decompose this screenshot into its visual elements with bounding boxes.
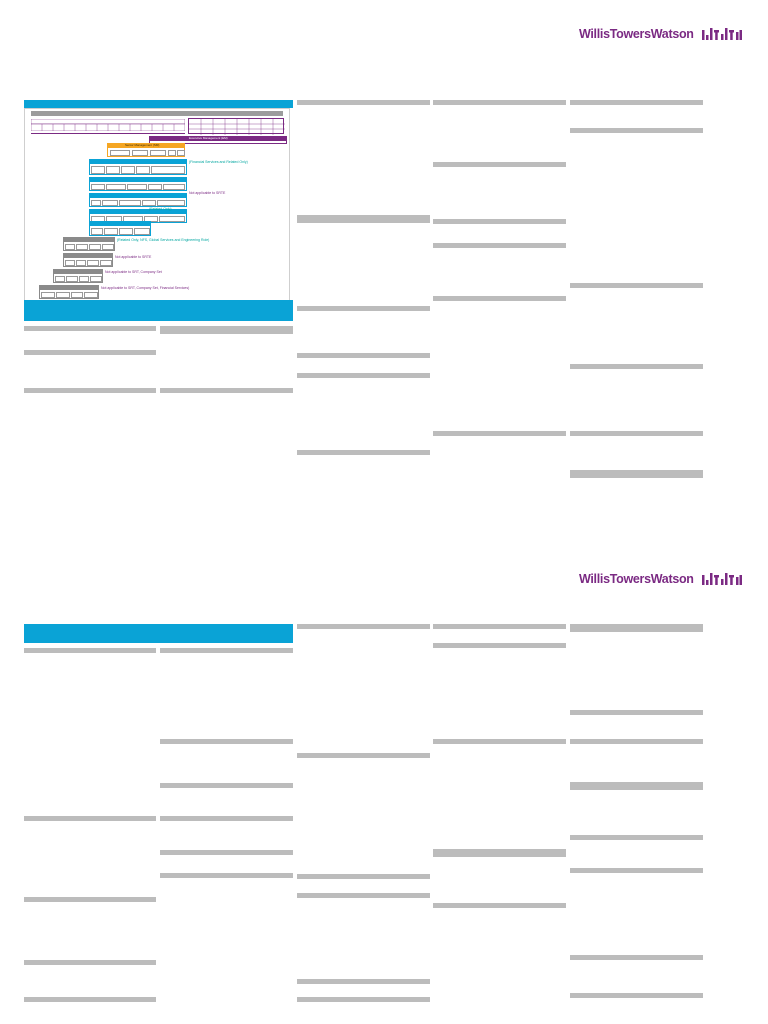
rel-note: (Related Only) bbox=[149, 207, 172, 211]
gray-box-3 bbox=[53, 273, 103, 283]
p2-c4-rule-4 bbox=[433, 903, 566, 908]
p2-c5-rule-3 bbox=[570, 835, 703, 840]
p1-c3-rule-5 bbox=[297, 450, 430, 455]
spec-cell-1 bbox=[91, 228, 103, 235]
mm-cell-2 bbox=[106, 166, 120, 174]
p1-c4-rule-6 bbox=[433, 431, 566, 436]
p2-c1-rule-3 bbox=[24, 897, 156, 902]
p2-c2-rule-2 bbox=[160, 739, 293, 744]
sm-cell-1 bbox=[110, 150, 130, 156]
pro-cell-1 bbox=[91, 184, 105, 190]
p1-c5-rule-3 bbox=[570, 283, 703, 288]
brand-wordmark-page2: WillisTowersWatson bbox=[579, 572, 694, 586]
mm-cell-3 bbox=[121, 166, 135, 174]
gray-box-4 bbox=[39, 289, 99, 299]
g4-cell-3 bbox=[71, 292, 83, 298]
p2-c1-rule-5 bbox=[24, 997, 156, 1002]
p1-c3-rule-4 bbox=[297, 373, 430, 378]
p1-c4-rule-2 bbox=[433, 162, 566, 167]
p2-c5-rule-2 bbox=[570, 739, 703, 744]
p2-c5-rule-5 bbox=[570, 955, 703, 960]
middle-mgmt-box bbox=[89, 163, 187, 175]
p1-c5-rule-5 bbox=[570, 431, 703, 436]
supervisory-box bbox=[89, 197, 187, 207]
p2-c5-rule-4 bbox=[570, 868, 703, 873]
p2-c5-heading-2 bbox=[570, 782, 703, 790]
sup-cell-3 bbox=[119, 200, 141, 206]
section-header-bar bbox=[24, 100, 293, 108]
section-banner-blue bbox=[24, 300, 293, 321]
p1-c3-rule-2 bbox=[297, 306, 430, 311]
p2-c3-rule-6 bbox=[297, 997, 430, 1002]
sm-cell-4 bbox=[168, 150, 176, 156]
sm-note: (Financial Services and Related Only) bbox=[189, 160, 248, 164]
p2-c5-rule-6 bbox=[570, 993, 703, 998]
p1-c3-rule-1 bbox=[297, 100, 430, 105]
sm-cell-2 bbox=[132, 150, 148, 156]
mm-cell-4 bbox=[136, 166, 150, 174]
p2-c3-rule-5 bbox=[297, 979, 430, 984]
spec-cell-3 bbox=[119, 228, 133, 235]
pro-cell-2 bbox=[106, 184, 126, 190]
p1-c1b-heading-1 bbox=[160, 326, 293, 334]
pro-cell-5 bbox=[163, 184, 185, 190]
organization-level-chart bbox=[24, 108, 290, 302]
sup-cell-5 bbox=[157, 200, 185, 206]
p2-c2-rule-6 bbox=[160, 873, 293, 878]
g1-cell-4 bbox=[102, 244, 114, 250]
p2-c3-rule-4 bbox=[297, 893, 430, 898]
g3-cell-4 bbox=[90, 276, 102, 282]
brand-mark-icon-page2 bbox=[702, 573, 742, 585]
p1-c4-rule-4 bbox=[433, 243, 566, 248]
g3-cell-1 bbox=[55, 276, 65, 282]
executive-band-label: Executive Management (EM) bbox=[189, 136, 228, 140]
mm-cell-1 bbox=[91, 166, 105, 174]
p1-c1-rule-3 bbox=[24, 388, 156, 393]
p1-c3-heading-1 bbox=[297, 215, 430, 223]
g1-cell-2 bbox=[76, 244, 88, 250]
pro-cell-4 bbox=[148, 184, 162, 190]
p2-c4-rule-1 bbox=[433, 624, 566, 629]
p2-c5-heading-1 bbox=[570, 624, 703, 632]
p1-c1b-rule-2 bbox=[160, 388, 293, 393]
scale-numbers bbox=[31, 118, 185, 130]
p1-c4-rule-3 bbox=[433, 219, 566, 224]
senior-mgmt-cells bbox=[107, 147, 185, 157]
mm-note: Not applicable to SRTE bbox=[189, 191, 226, 195]
p1-c4-rule-5 bbox=[433, 296, 566, 301]
chart-title-strip bbox=[31, 111, 283, 116]
pro-cell-3 bbox=[127, 184, 147, 190]
p2-c3-rule-3 bbox=[297, 874, 430, 879]
p1-c4-rule-1 bbox=[433, 100, 566, 105]
p2-c2-rule-4 bbox=[160, 816, 293, 821]
p2-section-banner-blue bbox=[24, 624, 293, 643]
g4-cell-4 bbox=[84, 292, 98, 298]
brand-mark-icon bbox=[702, 28, 742, 40]
lm-note: Not applicable to SRTE bbox=[115, 255, 152, 259]
g1-cell-1 bbox=[65, 244, 75, 250]
mm-cell-5 bbox=[151, 166, 185, 174]
sm-cell-5 bbox=[177, 150, 185, 156]
p1-c1-rule-2 bbox=[24, 350, 156, 355]
p2-c3-rule-2 bbox=[297, 753, 430, 758]
g4-cell-1 bbox=[41, 292, 55, 298]
sup-cell-1 bbox=[91, 200, 101, 206]
p1-c3-rule-3 bbox=[297, 353, 430, 358]
brand-wordmark: WillisTowersWatson bbox=[579, 27, 694, 41]
senior-mgmt-label: Senior Management (SM) bbox=[125, 143, 160, 147]
p1-c5-rule-2 bbox=[570, 128, 703, 133]
brand-logo bbox=[579, 27, 742, 41]
sm-cell-3 bbox=[150, 150, 166, 156]
g3-cell-3 bbox=[79, 276, 89, 282]
cm-note: Not applicable to SRT, Company Set bbox=[105, 270, 162, 274]
g2-cell-1 bbox=[65, 260, 75, 266]
p2-c4-rule-2 bbox=[433, 643, 566, 648]
p2-c1-rule-4 bbox=[24, 960, 156, 965]
p2-c2-rule-5 bbox=[160, 850, 293, 855]
g3-cell-2 bbox=[66, 276, 78, 282]
p1-c5-heading-1 bbox=[570, 470, 703, 478]
spec-cell-4 bbox=[134, 228, 150, 235]
g2-cell-3 bbox=[87, 260, 99, 266]
p2-c3-rule-1 bbox=[297, 624, 430, 629]
p2-c1-rule-2 bbox=[24, 816, 156, 821]
ex-note: Not applicable to SRT, Company Set, Financial Services) bbox=[101, 286, 190, 290]
sup-cell-2 bbox=[102, 200, 118, 206]
tech-cell-5 bbox=[159, 216, 185, 222]
revenue-band-grid bbox=[189, 119, 285, 135]
pfo-note: (Related Only, NFS, Global Services and Engineering Role) bbox=[117, 238, 210, 242]
scale-caption-row bbox=[31, 130, 185, 134]
p2-c1-rule-1 bbox=[24, 648, 156, 653]
g4-cell-2 bbox=[56, 292, 70, 298]
p1-c1-rule-1 bbox=[24, 326, 156, 331]
g2-cell-2 bbox=[76, 260, 86, 266]
revenue-band-table bbox=[188, 118, 284, 134]
p1-c5-rule-1 bbox=[570, 100, 703, 105]
professional-box bbox=[89, 181, 187, 191]
p2-c2-rule-1 bbox=[160, 648, 293, 653]
p2-c2-rule-3 bbox=[160, 783, 293, 788]
specialist-box bbox=[89, 225, 151, 236]
p2-c4-rule-3 bbox=[433, 739, 566, 744]
brand-logo-page2 bbox=[579, 572, 742, 586]
gray-box-1 bbox=[63, 241, 115, 251]
gray-box-2 bbox=[63, 257, 113, 267]
p2-c4-heading-1 bbox=[433, 849, 566, 857]
spec-cell-2 bbox=[104, 228, 118, 235]
p1-c5-rule-4 bbox=[570, 364, 703, 369]
sup-cell-4 bbox=[142, 200, 156, 206]
g2-cell-4 bbox=[100, 260, 112, 266]
g1-cell-3 bbox=[89, 244, 101, 250]
p2-c5-rule-1 bbox=[570, 710, 703, 715]
